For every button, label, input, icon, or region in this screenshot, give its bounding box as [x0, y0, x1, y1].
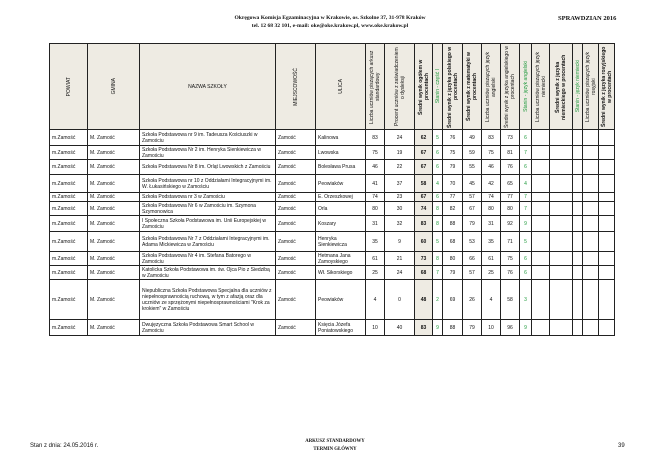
- table-cell: Lwowska: [316, 146, 366, 160]
- table-cell: [599, 193, 615, 202]
- table-cell: 83: [482, 130, 501, 146]
- table-cell: [532, 280, 550, 320]
- column-header: [433, 44, 443, 130]
- table-cell: [532, 320, 550, 336]
- exam-title: SPRAWDZIAN 2016: [558, 15, 617, 22]
- table-cell: 35: [482, 232, 501, 252]
- column-header-label: GMINA: [110, 78, 117, 95]
- column-header-label: Średni wynik ogółem w procentach: [417, 58, 430, 115]
- table-cell: [573, 193, 583, 202]
- column-header: [532, 44, 550, 130]
- table-cell: 24: [385, 130, 415, 146]
- table-cell: Peowiaków: [316, 280, 366, 320]
- table-cell: 92: [501, 216, 520, 232]
- table-cell: 46: [482, 160, 501, 175]
- table-cell: [573, 232, 583, 252]
- footer-line2: TERMIN GŁÓWNY: [313, 447, 357, 452]
- table-cell: 73: [501, 130, 520, 146]
- table-cell: M. Zamość: [88, 232, 140, 252]
- table-row: [50, 280, 615, 320]
- table-cell: [573, 216, 583, 232]
- column-header-label: Średni wynik z języka rosyjskiego w procentach: [601, 46, 613, 127]
- table-cell: 49: [463, 130, 482, 146]
- table-cell: [550, 202, 573, 216]
- table-cell: 21: [385, 252, 415, 266]
- table-cell: [550, 160, 573, 175]
- table-cell: Zamość: [276, 202, 316, 216]
- column-header-label: POWIAT: [65, 76, 72, 97]
- table-cell: Zamość: [276, 320, 316, 336]
- table-cell: [573, 175, 583, 193]
- institution-header: [200, 14, 460, 30]
- column-header-label: Procent uczniów z zaświadczeniem o dysleksji: [393, 47, 406, 126]
- table-cell: 79: [463, 216, 482, 232]
- table-row: [50, 175, 615, 193]
- table-cell: [532, 130, 550, 146]
- column-header: [88, 44, 140, 130]
- column-header-label: Średni wynik z języka angielskiego w procentach: [504, 45, 516, 128]
- table-cell: 67: [463, 202, 482, 216]
- column-header-label: Średni wynik z języka polskiego w procentach: [446, 45, 459, 128]
- column-header-label: Liczba uczniów piszących arkusz standardowy: [369, 49, 381, 124]
- header-address: Okręgowa Komisja Egzaminacyjna w Krakowie, os. Szkolne 37, 31-978 Kraków: [234, 15, 426, 21]
- table-cell: 82: [443, 202, 463, 216]
- table-cell: 77: [501, 193, 520, 202]
- table-cell: 42: [482, 175, 501, 193]
- table-cell: 7: [520, 193, 532, 202]
- table-cell: M. Zamość: [88, 252, 140, 266]
- table-cell: 24: [385, 266, 415, 280]
- table-cell: 75: [501, 252, 520, 266]
- table-cell: [532, 252, 550, 266]
- table-row: [50, 130, 615, 146]
- table-cell: m.Zamość: [50, 252, 88, 266]
- table-cell: [583, 202, 599, 216]
- footer-date: Stan z dnia: 24.05.2016 r.: [30, 443, 99, 449]
- table-cell: 25: [366, 266, 385, 280]
- column-header-label: Stanin - język angielski: [522, 61, 529, 112]
- table-cell: 9: [433, 320, 443, 336]
- column-header: [443, 44, 463, 130]
- column-header: [415, 44, 433, 130]
- table-cell: [573, 280, 583, 320]
- table-cell: m.Zamość: [50, 216, 88, 232]
- table-cell: Szkoła Podstawowa nr 9 im. Tadeusza Kościuszki w Zamościu: [140, 130, 276, 146]
- table-cell: [532, 232, 550, 252]
- table-cell: [583, 146, 599, 160]
- column-header: [482, 44, 501, 130]
- table-cell: 48: [415, 280, 433, 320]
- table-cell: 25: [482, 266, 501, 280]
- table-cell: M. Zamość: [88, 160, 140, 175]
- table-cell: Kalinowa: [316, 130, 366, 146]
- header-contact: tel. 12 68 32 101, e-mail: oke@oke.krakow.pl, www.oke.krakow.pl: [251, 23, 409, 29]
- column-header: [366, 44, 385, 130]
- results-table: [49, 43, 615, 336]
- table-cell: [550, 232, 573, 252]
- table-row: [50, 252, 615, 266]
- table-cell: [550, 216, 573, 232]
- table-cell: Henryka Sienkiewicza: [316, 232, 366, 252]
- table-row: [50, 232, 615, 252]
- table-cell: [573, 130, 583, 146]
- table-cell: 62: [415, 130, 433, 146]
- table-cell: 75: [443, 146, 463, 160]
- table-cell: M. Zamość: [88, 193, 140, 202]
- table-row: [50, 202, 615, 216]
- table-cell: 57: [463, 266, 482, 280]
- table-cell: 30: [385, 202, 415, 216]
- table-cell: [599, 266, 615, 280]
- table-cell: M. Zamość: [88, 130, 140, 146]
- table-cell: 88: [443, 216, 463, 232]
- table-cell: Zamość: [276, 146, 316, 160]
- table-cell: [583, 252, 599, 266]
- table-cell: Orla: [316, 202, 366, 216]
- table-cell: 6: [433, 146, 443, 160]
- table-cell: 79: [443, 266, 463, 280]
- table-cell: 55: [463, 160, 482, 175]
- table-cell: 57: [463, 193, 482, 202]
- column-header: [276, 44, 316, 130]
- table-cell: M. Zamość: [88, 216, 140, 232]
- table-cell: 5: [520, 232, 532, 252]
- table-cell: 6: [520, 160, 532, 175]
- table-cell: 5: [433, 130, 443, 146]
- table-cell: 45: [463, 175, 482, 193]
- table-cell: 58: [501, 280, 520, 320]
- table-cell: [532, 266, 550, 280]
- table-cell: 53: [463, 232, 482, 252]
- table-cell: [532, 202, 550, 216]
- table-cell: [550, 146, 573, 160]
- table-cell: 6: [520, 252, 532, 266]
- table-cell: 67: [415, 160, 433, 175]
- table-cell: 5: [433, 232, 443, 252]
- table-cell: Zamość: [276, 266, 316, 280]
- column-header-label: Liczba uczniów piszących język rosyjski: [585, 51, 597, 122]
- table-cell: 6: [520, 130, 532, 146]
- table-cell: 26: [463, 280, 482, 320]
- table-cell: Niepubliczna Szkoła Podstawowa Specjalna dla uczniów z niepełnosprawnością ruchową, w tym z afazją oraz dla uczniów ze sprzężonymi niepełnosprawnościami "Krok za krokiem" w Zamościu: [140, 280, 276, 320]
- table-cell: Szkoła Podstawowa Nr 4 im. Stefana Batorego w Zamościu: [140, 252, 276, 266]
- table-cell: [599, 160, 615, 175]
- column-header: [385, 44, 415, 130]
- table-cell: m.Zamość: [50, 175, 88, 193]
- table-cell: 61: [482, 252, 501, 266]
- table-cell: [532, 175, 550, 193]
- table-cell: [573, 202, 583, 216]
- table-cell: 68: [443, 232, 463, 252]
- table-cell: 7: [520, 202, 532, 216]
- table-cell: [599, 130, 615, 146]
- table-cell: [583, 280, 599, 320]
- table-cell: 67: [415, 193, 433, 202]
- table-cell: m.Zamość: [50, 146, 88, 160]
- table-cell: E. Orzeszkowej: [316, 193, 366, 202]
- table-cell: 83: [415, 320, 433, 336]
- column-header-label: Liczba uczniów piszących język angielski: [485, 51, 497, 122]
- table-cell: 83: [415, 216, 433, 232]
- table-cell: 69: [443, 280, 463, 320]
- table-row: [50, 146, 615, 160]
- table-cell: M. Zamość: [88, 175, 140, 193]
- table-cell: M. Zamość: [88, 146, 140, 160]
- table-cell: 4: [433, 175, 443, 193]
- table-cell: 83: [366, 130, 385, 146]
- table-cell: Zamość: [276, 175, 316, 193]
- table-cell: 75: [482, 146, 501, 160]
- table-cell: [550, 320, 573, 336]
- table-cell: [550, 266, 573, 280]
- table-cell: [532, 193, 550, 202]
- column-header-label: Średni wynik z matematyki w procentach: [466, 52, 478, 121]
- table-cell: 4: [366, 280, 385, 320]
- table-cell: 8: [433, 202, 443, 216]
- table-cell: Koszary: [316, 216, 366, 232]
- table-cell: Zamość: [276, 232, 316, 252]
- table-cell: 9: [385, 232, 415, 252]
- table-cell: m.Zamość: [50, 280, 88, 320]
- table-cell: Księcia Józefa Poniatowskiego: [316, 320, 366, 336]
- table-cell: 23: [385, 193, 415, 202]
- table-cell: M. Zamość: [88, 202, 140, 216]
- table-cell: [599, 216, 615, 232]
- column-header-label: ULICA: [337, 79, 344, 94]
- table-cell: [532, 160, 550, 175]
- table-row: [50, 193, 615, 202]
- table-cell: 76: [443, 130, 463, 146]
- table-cell: 68: [415, 266, 433, 280]
- table-cell: [550, 193, 573, 202]
- table-cell: Zamość: [276, 160, 316, 175]
- table-cell: 60: [415, 232, 433, 252]
- table-cell: [573, 252, 583, 266]
- footer-sheet-type: [290, 438, 380, 454]
- column-header: [140, 44, 276, 130]
- table-cell: 66: [463, 252, 482, 266]
- table-cell: [550, 175, 573, 193]
- table-cell: Szkoła Podstawowa nr 3 w Zamościu: [140, 193, 276, 202]
- table-cell: 22: [385, 160, 415, 175]
- column-header: [50, 44, 88, 130]
- header-row: [50, 44, 615, 130]
- table-cell: 58: [415, 175, 433, 193]
- table-cell: 76: [501, 266, 520, 280]
- table-cell: 19: [385, 146, 415, 160]
- table-cell: [573, 266, 583, 280]
- table-cell: 0: [385, 280, 415, 320]
- table-cell: 32: [385, 216, 415, 232]
- table-cell: 7: [520, 146, 532, 160]
- table-cell: [599, 280, 615, 320]
- table-cell: Katolicka Szkoła Podstawowa im. św. Ojca Pio z Siedzibą w Zamościu: [140, 266, 276, 280]
- table-cell: Szkoła Podstawowa Nr 6 w Zamościu im. Szymona Szymonowica: [140, 202, 276, 216]
- table-cell: 96: [501, 320, 520, 336]
- table-cell: 67: [415, 146, 433, 160]
- table-cell: [599, 146, 615, 160]
- column-header: [520, 44, 532, 130]
- table-cell: 80: [482, 202, 501, 216]
- table-cell: [599, 202, 615, 216]
- table-cell: [550, 130, 573, 146]
- table-cell: 76: [501, 160, 520, 175]
- table-cell: 9: [520, 216, 532, 232]
- footer-line1: ARKUSZ STANDARDOWY: [305, 439, 365, 444]
- table-cell: 79: [443, 160, 463, 175]
- table-cell: [599, 320, 615, 336]
- table-cell: [583, 216, 599, 232]
- table-cell: m.Zamość: [50, 202, 88, 216]
- column-header-label: Średni wynik z języka niemieckiego w procentach: [555, 53, 567, 120]
- table-cell: 31: [482, 216, 501, 232]
- page-number: 39: [618, 443, 625, 449]
- table-cell: 8: [433, 252, 443, 266]
- table-cell: M. Zamość: [88, 266, 140, 280]
- table-cell: m.Zamość: [50, 266, 88, 280]
- table-row: [50, 266, 615, 280]
- table-cell: 46: [366, 160, 385, 175]
- table-cell: 79: [463, 320, 482, 336]
- table-row: [50, 160, 615, 175]
- table-cell: 4: [520, 175, 532, 193]
- table-cell: 35: [366, 232, 385, 252]
- table-cell: 70: [443, 175, 463, 193]
- table-cell: [573, 160, 583, 175]
- table-cell: [583, 160, 599, 175]
- column-header: [573, 44, 583, 130]
- table-cell: I Społeczna Szkoła Podstawowa im. Unii Europejskiej w Zamościu: [140, 216, 276, 232]
- table-cell: [573, 320, 583, 336]
- table-cell: 80: [501, 202, 520, 216]
- table-cell: Hetmana Jana Zamoyskiego: [316, 252, 366, 266]
- table-cell: Peowiaków: [316, 175, 366, 193]
- column-header-label: Stanin - część I: [435, 69, 441, 104]
- table-cell: Wł. Sikorskiego: [316, 266, 366, 280]
- table-cell: m.Zamość: [50, 160, 88, 175]
- table-cell: 88: [443, 320, 463, 336]
- table-cell: 37: [385, 175, 415, 193]
- table-cell: 6: [433, 193, 443, 202]
- table-cell: 4: [482, 280, 501, 320]
- column-header: [463, 44, 482, 130]
- table-cell: [573, 146, 583, 160]
- table-cell: [532, 146, 550, 160]
- table-cell: 75: [366, 146, 385, 160]
- table-cell: 59: [463, 146, 482, 160]
- table-cell: 6: [433, 160, 443, 175]
- table-cell: Szkoła Podstawowa Nr 7 z Oddziałami Integracyjnymi im. Adama Mickiewicza w Zamościu: [140, 232, 276, 252]
- table-cell: 9: [520, 320, 532, 336]
- table-cell: 8: [433, 216, 443, 232]
- table-cell: [532, 216, 550, 232]
- table-cell: 74: [482, 193, 501, 202]
- table-cell: 80: [443, 252, 463, 266]
- table-cell: Dwujęzyczna Szkoła Podstawowa Smart School w Zamościu: [140, 320, 276, 336]
- table-cell: [583, 130, 599, 146]
- table-cell: [550, 252, 573, 266]
- column-header: [316, 44, 366, 130]
- table-cell: 77: [443, 193, 463, 202]
- column-header-label: NAZWA SZKOŁY: [188, 83, 227, 90]
- table-cell: 81: [501, 146, 520, 160]
- table-cell: 61: [366, 252, 385, 266]
- table-cell: [583, 266, 599, 280]
- table-cell: [583, 175, 599, 193]
- table-cell: [550, 280, 573, 320]
- table-cell: 74: [366, 193, 385, 202]
- table-cell: m.Zamość: [50, 232, 88, 252]
- table-cell: Zamość: [276, 280, 316, 320]
- table-cell: m.Zamość: [50, 320, 88, 336]
- table-cell: 10: [482, 320, 501, 336]
- column-header-label: Stanin - język niemiecki: [575, 60, 581, 113]
- table-cell: Szkoła Podstawowa Nr 2 im. Henryka Sienkiewicza w Zamościu: [140, 146, 276, 160]
- table-cell: [583, 232, 599, 252]
- table-cell: [599, 175, 615, 193]
- table-cell: m.Zamość: [50, 130, 88, 146]
- column-header: [501, 44, 520, 130]
- table-cell: 74: [415, 202, 433, 216]
- table-cell: M. Zamość: [88, 320, 140, 336]
- table-cell: 31: [366, 216, 385, 232]
- table-cell: Bolesława Prusa: [316, 160, 366, 175]
- column-header-label: Liczba uczniów piszących język niemiecki: [534, 51, 547, 122]
- table-cell: 2: [433, 280, 443, 320]
- table-cell: Szkoła Podstawowa nr 10 z Oddziałami Integracyjnymi im. W. Łukasińskiego w Zamościu: [140, 175, 276, 193]
- table-cell: Szkoła Podstawowa Nr 8 im. Orląt Lwowskich z Zamościu: [140, 160, 276, 175]
- table-cell: M. Zamość: [88, 280, 140, 320]
- table-cell: 41: [366, 175, 385, 193]
- table-cell: Zamość: [276, 216, 316, 232]
- table-cell: 71: [501, 232, 520, 252]
- table-cell: [599, 252, 615, 266]
- table-row: [50, 216, 615, 232]
- table-cell: 40: [385, 320, 415, 336]
- table-cell: [583, 193, 599, 202]
- table-cell: [583, 320, 599, 336]
- table-cell: Zamość: [276, 193, 316, 202]
- table-cell: 3: [520, 280, 532, 320]
- table-cell: 80: [366, 202, 385, 216]
- column-header: [599, 44, 615, 130]
- table-cell: m.Zamość: [50, 193, 88, 202]
- table-cell: Zamość: [276, 252, 316, 266]
- table-row: [50, 320, 615, 336]
- column-header: [583, 44, 599, 130]
- table-cell: 65: [501, 175, 520, 193]
- table-cell: Zamość: [276, 130, 316, 146]
- column-header-label: MIEJSCOWOŚĆ: [292, 67, 299, 106]
- table-cell: [599, 232, 615, 252]
- table-cell: 6: [520, 266, 532, 280]
- table-cell: 10: [366, 320, 385, 336]
- column-header: [550, 44, 573, 130]
- table-cell: 7: [433, 266, 443, 280]
- table-cell: 73: [415, 252, 433, 266]
